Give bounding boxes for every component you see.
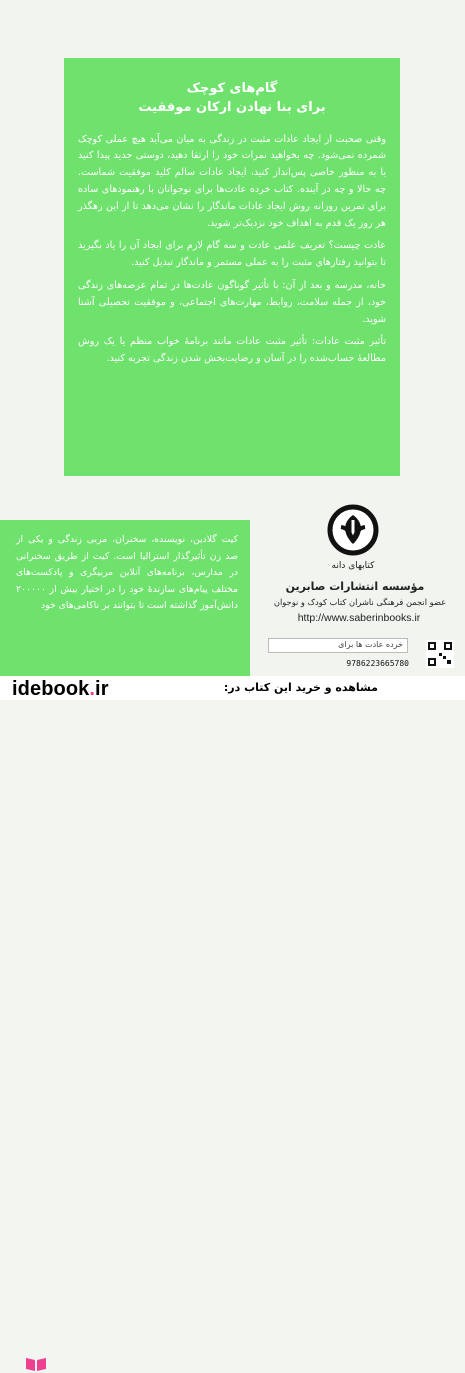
footer-brand[interactable] — [12, 678, 109, 701]
barcode-label: خرده عادت ها برای — [268, 638, 408, 653]
author-bio-text: کیت گلادین، نویسنده، سخنران، مربی زندگی و یکی از صد زن تأثیرگذار استرالیا است. کیت از طریق سخنرانی در مدارس، برنامه‌های آنلاین مربیگری و پادکست‌های مختلف پیام‌های سازندهٔ خود را در اختیار بیش از ۲۰۰۰۰۰ دانش‌آموز گذاشته است تا بتوانند بر ناکامی‌های خود — [16, 534, 238, 612]
title-line-1: گام‌های کوچک — [186, 81, 278, 96]
positive-impact-paragraph: تأثیر مثبت عادات: تأثیر مثبت عادات مانند برنامهٔ خواب منظم یا یک روش مطالعهٔ حساب‌شده را در آسان و رضایت‌بخش شدن زندگی تجربه کنید. — [78, 336, 386, 365]
publisher-logo — [323, 500, 383, 560]
brand-dot: . — [89, 678, 96, 700]
publisher-website[interactable]: http://www.saberinbooks.ir — [297, 612, 421, 624]
qr-code-icon — [426, 640, 454, 668]
isbn-number: 9786223665780 — [346, 659, 409, 668]
title-line-2: برای بنا نهادن ارکان موفقیت — [138, 99, 326, 115]
publisher-name: مؤسسه انتشارات صابرین — [285, 580, 425, 593]
publisher-description: عضو انجمن فرهنگی ناشران کتاب کودک و نوجوان — [273, 597, 447, 607]
intro-paragraph: وقتی صحبت از ایجاد عادات مثبت در زندگی به میان می‌آید هیچ عملی کوچک شمرده نمی‌شود. چه بخواهید نمرات خود را ارتقا دهید، دوستی جدید پیدا کنید یا به منظور خاصی پس‌انداز کنید، ایجاد عادات سالم کلید موفقیت شماست. چه حالا و چه در آینده. کتاب خرده عادت‌ها برای نوجوانان با رهنمودهای ساده برای تمرین روزانه روش ایجاد عادات ماندگار را نشان می‌دهد تا از این رهگذر هر روز یک قدم به اهداف خود نزدیک‌تر شوید. — [78, 133, 386, 229]
home-school-paragraph: خانه، مدرسه و بعد از آن: با تأثیر گوناگون عادت‌ها در تمام عرصه‌های زندگی خود، از جمله سلامت، روابط، مهارت‌های اجتماعی، و موفقیت تحصیلی آشنا شوید. — [78, 279, 386, 325]
book-icon — [24, 1356, 48, 1373]
main-description-box — [64, 58, 400, 476]
site-footer — [0, 676, 465, 700]
publisher-info — [255, 500, 460, 630]
publisher-logo-caption: کتابهای دانه — [331, 561, 375, 571]
author-bio-box — [0, 520, 250, 700]
footer-purchase-note: مشاهده و خرید این کتاب در: — [223, 681, 378, 694]
brand-tld: ir — [95, 678, 109, 700]
brand-main: idebook — [12, 678, 90, 700]
leaf-logo-icon — [323, 500, 383, 560]
what-is-habit-paragraph: عادت چیست؟ تعریف علمی عادت و سه گام لازم برای ایجاد آن را یاد بگیرید تا بتوانید رفتارهای مثبت را به عملی مستمر و ماندگار تبدیل کنید. — [78, 240, 386, 269]
